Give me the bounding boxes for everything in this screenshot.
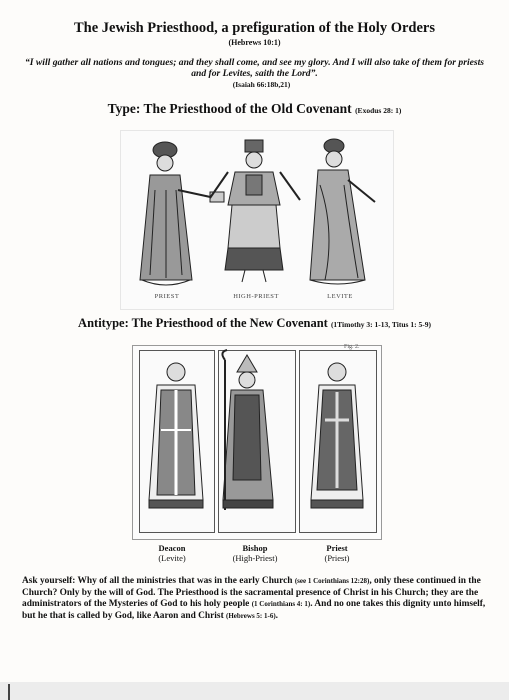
deacon-name: Deacon bbox=[158, 543, 186, 553]
levite-figure bbox=[310, 139, 375, 284]
caption-priest-nt bbox=[302, 543, 372, 563]
priest-nt-name: Priest bbox=[326, 543, 348, 553]
scan-bottom-edge bbox=[0, 682, 509, 700]
bishop-name: Bishop bbox=[242, 543, 268, 553]
page-title: The Jewish Priesthood, a prefiguration of the Holy Orders bbox=[73, 20, 435, 36]
type-heading-text: Type: The Priesthood of the Old Covenant bbox=[107, 101, 352, 116]
title-reference: (Hebrews 10:1) bbox=[228, 38, 281, 47]
figure-number: Fig. 2. bbox=[344, 344, 360, 350]
priest-nt-figure bbox=[311, 363, 363, 508]
body-text-1: Ask yourself: Why of all the ministries that was in the early Church bbox=[22, 576, 295, 586]
quote-reference: (Isaiah 66:18b,21) bbox=[232, 80, 291, 89]
new-covenant-figures bbox=[139, 350, 375, 531]
body-ref-1: (see 1 Corinthians 12:28) bbox=[294, 577, 370, 585]
priest-figure bbox=[140, 142, 224, 285]
caption-deacon bbox=[137, 543, 207, 563]
deacon-figure bbox=[149, 363, 203, 508]
caption-priest: PRIEST bbox=[154, 293, 180, 300]
caption-levite: LEVITE bbox=[327, 293, 353, 300]
high-priest-figure bbox=[210, 140, 300, 282]
scripture-quote: “I will gather all nations and tongues; and they shall come, and see my glory. And I will also take of them for priests and for Levites, saith the Lord”. bbox=[24, 57, 485, 79]
priest-nt-role: (Priest) bbox=[324, 553, 350, 563]
body-ref-3: (Hebrews 5: 1-6) bbox=[226, 611, 276, 620]
old-covenant-figures bbox=[120, 130, 392, 308]
type-heading bbox=[0, 101, 509, 117]
antitype-heading-ref: (1Timothy 3: 1-13, Titus 1: 5-9) bbox=[330, 320, 431, 329]
deacon-role: (Levite) bbox=[158, 553, 186, 563]
body-text-3: . And no one takes this dignity unto himself, but he that is called by God, like Aaron and Christ bbox=[22, 599, 486, 621]
body-text-2: , only these continued in the Church? Only by the will of God. The Priesthood is the sacramental presence of Christ in his Church; they are the administrators of the Mysteries of God to his holy people bbox=[22, 576, 481, 610]
caption-high-priest: HIGH-PRIEST bbox=[233, 293, 279, 300]
antitype-heading-text: Antitype: The Priesthood of the New Covenant bbox=[78, 316, 328, 330]
body-paragraph bbox=[22, 576, 492, 622]
body-text-4: . bbox=[275, 610, 279, 621]
bishop-role: (High-Priest) bbox=[232, 553, 278, 563]
antitype-heading bbox=[0, 316, 509, 331]
bishop-figure bbox=[222, 350, 273, 510]
body-ref-2: (1 Corinthians 4: 1) bbox=[251, 600, 311, 609]
type-heading-ref: (Exodus 28: 1) bbox=[355, 106, 402, 115]
caption-bishop bbox=[220, 543, 290, 563]
